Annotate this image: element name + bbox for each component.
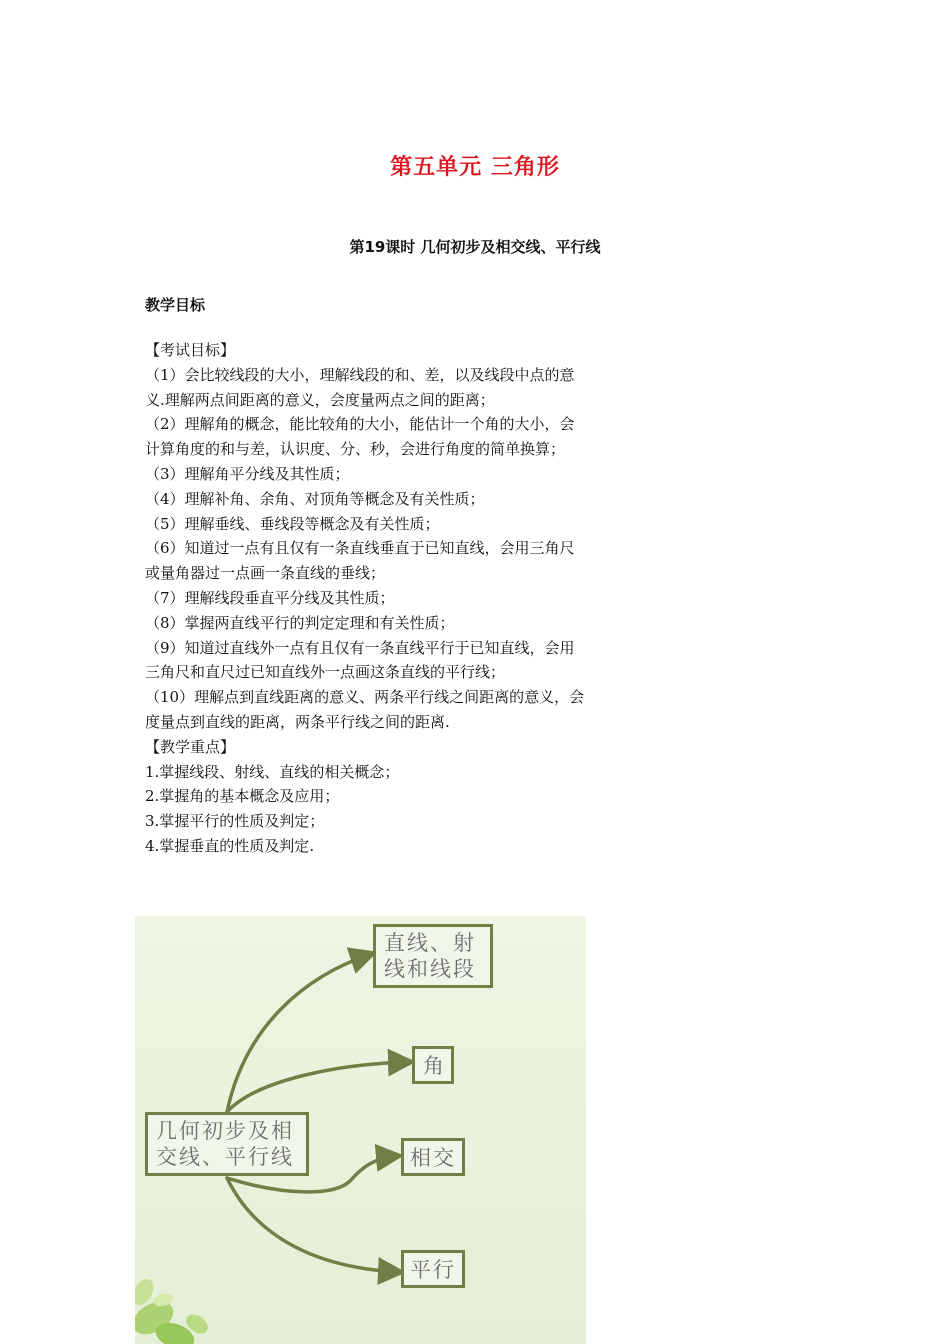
mindmap-branch-lines-node	[373, 924, 493, 988]
mindmap-center-node	[145, 1112, 309, 1176]
text-line: 1.掌握线段、射线、直线的相关概念；	[145, 762, 400, 781]
text-line: （6）知道过一点有且仅有一条直线垂直于已知直线，会用三角尺	[145, 539, 575, 558]
node-label: 相交	[410, 1146, 456, 1170]
text-line: 计算角度的和与差，认识度、分、秒，会进行角度的简单换算；	[145, 440, 566, 459]
mindmap-branch-angle-node	[412, 1046, 454, 1084]
exam-objectives-heading: 【考试目标】	[145, 341, 236, 359]
teaching-objectives-body	[145, 338, 645, 859]
text-line: （7）理解线段垂直平分线及其性质；	[145, 588, 395, 607]
text-line: 或量角器过一点画一条直线的垂线；	[145, 564, 386, 583]
node-label: 平行	[410, 1258, 456, 1282]
text-line: （10）理解点到直线距离的意义、两条平行线之间距离的意义，会	[145, 688, 585, 707]
node-label-line: 直线、射	[384, 931, 476, 955]
text-line: （9）知道过直线外一点有且仅有一条直线平行于已知直线，会用	[145, 638, 575, 657]
lesson-title: 第19课时 几何初步及相交线、平行线	[349, 238, 601, 256]
concept-mindmap	[135, 916, 586, 1344]
connector-to-lines	[227, 954, 371, 1112]
mindmap-branch-parallel-node	[401, 1250, 465, 1288]
node-label: 角	[423, 1054, 446, 1078]
text-line: （1）会比较线段的大小，理解线段的和、差，以及线段中点的意	[145, 365, 575, 384]
text-line: （5）理解垂线、垂线段等概念及有关性质；	[145, 514, 440, 533]
node-label-line: 线和线段	[384, 957, 476, 981]
node-label-line: 几何初步及相	[156, 1119, 294, 1143]
node-label-line: 交线、平行线	[156, 1145, 294, 1169]
text-line: （8）掌握两直线平行的判定定理和有关性质；	[145, 613, 455, 632]
text-line: 2.掌握角的基本概念及应用；	[145, 787, 340, 806]
mindmap-branch-intersect-node	[401, 1138, 465, 1176]
text-line: 义.理解两点间距离的意义，会度量两点之间的距离；	[145, 390, 495, 409]
connector-to-angle	[227, 1062, 409, 1112]
text-line: 4.掌握垂直的性质及判定.	[145, 836, 315, 855]
text-line: （3）理解角平分线及其性质；	[145, 464, 350, 483]
leaf-decoration	[135, 1275, 211, 1344]
text-line: 3.掌握平行的性质及判定；	[145, 812, 325, 831]
text-line: （2）理解角的概念，能比较角的大小，能估计一个角的大小，会	[145, 415, 575, 434]
teaching-focus-heading: 【教学重点】	[145, 737, 236, 756]
text-line: （4）理解补角、余角、对顶角等概念及有关性质；	[145, 489, 485, 508]
text-line: 度量点到直线的距离，两条平行线之间的距离.	[145, 712, 450, 731]
text-line: 三角尺和直尺过已知直线外一点画这条直线的平行线；	[145, 663, 506, 682]
unit-title: 第五单元 三角形	[390, 155, 560, 180]
section-heading: 教学目标	[145, 296, 206, 314]
